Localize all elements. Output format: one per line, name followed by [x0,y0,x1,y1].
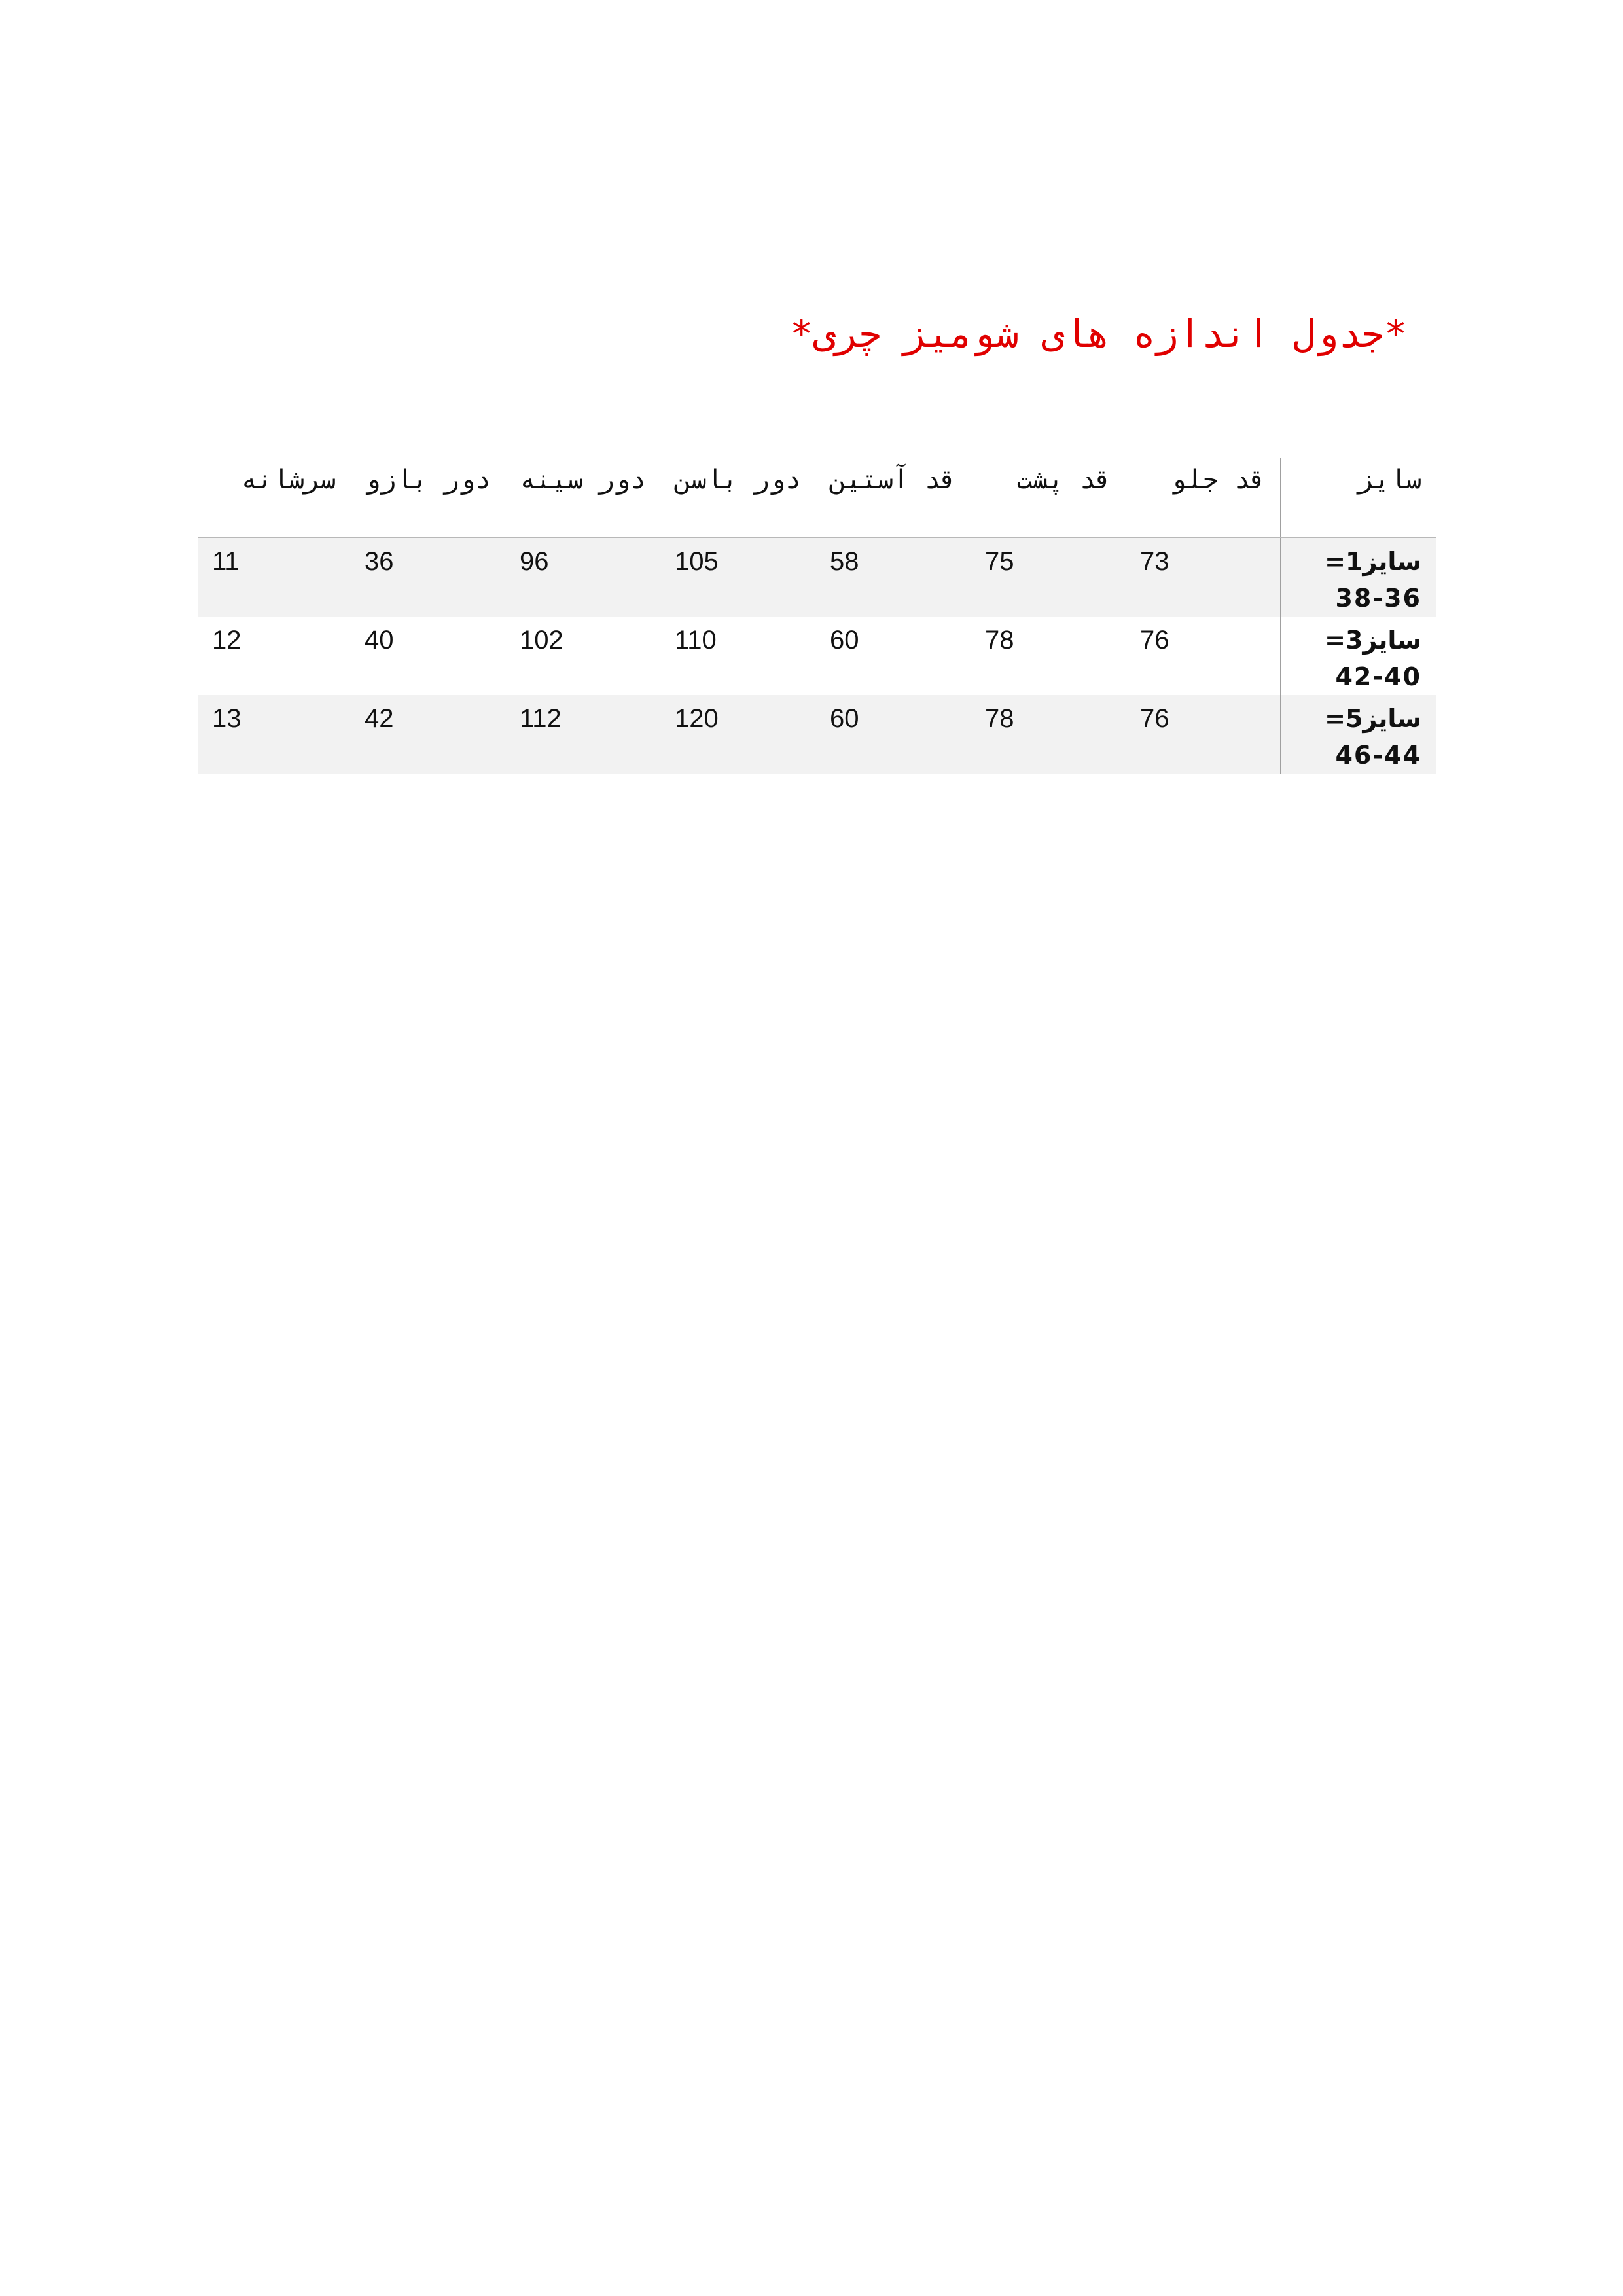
header-sleeve-length: قد آستین [815,458,971,537]
header-front-length: قد جلو [1126,458,1281,537]
cell-sleeve-length: 58 [815,537,971,617]
cell-front-length: 76 [1126,617,1281,695]
size-label [1281,537,1436,617]
cell-front-length: 73 [1126,537,1281,617]
cell-arm: 36 [350,537,505,617]
header-arm: دور بازو [350,458,505,537]
cell-sleeve-length: 60 [815,617,971,695]
size-label [1281,695,1436,774]
cell-hip: 120 [660,695,815,774]
header-chest: دور سینه [505,458,660,537]
cell-arm: 40 [350,617,505,695]
page-title: *جدول اندازه های شومیز چری* [790,312,1407,356]
size-label [1281,617,1436,695]
size-label-line2: 42-40 [1335,662,1421,691]
cell-arm: 42 [350,695,505,774]
table-row [198,695,1436,774]
header-size: سایز [1281,458,1436,537]
table-row [198,617,1436,695]
cell-chest: 112 [505,695,660,774]
size-label-line1: سایز5= [1325,704,1421,733]
table-row [198,537,1436,617]
header-hip: دور باسن [660,458,815,537]
cell-chest: 102 [505,617,660,695]
size-label-line1: سایز3= [1325,626,1421,655]
cell-shoulder: 12 [198,617,350,695]
cell-back-length: 75 [971,537,1126,617]
cell-front-length: 76 [1126,695,1281,774]
cell-sleeve-length: 60 [815,695,971,774]
cell-shoulder: 13 [198,695,350,774]
cell-chest: 96 [505,537,660,617]
cell-back-length: 78 [971,695,1126,774]
cell-back-length: 78 [971,617,1126,695]
header-back-length: قد پشت [971,458,1126,537]
size-label-line2: 46-44 [1335,741,1421,770]
header-shoulder: سرشانه [198,458,350,537]
table-header-row [198,458,1436,537]
size-chart-table [198,458,1436,774]
size-label-line2: 38-36 [1335,584,1421,613]
cell-hip: 105 [660,537,815,617]
cell-hip: 110 [660,617,815,695]
size-label-line1: سایز1= [1325,547,1421,576]
cell-shoulder: 11 [198,537,350,617]
